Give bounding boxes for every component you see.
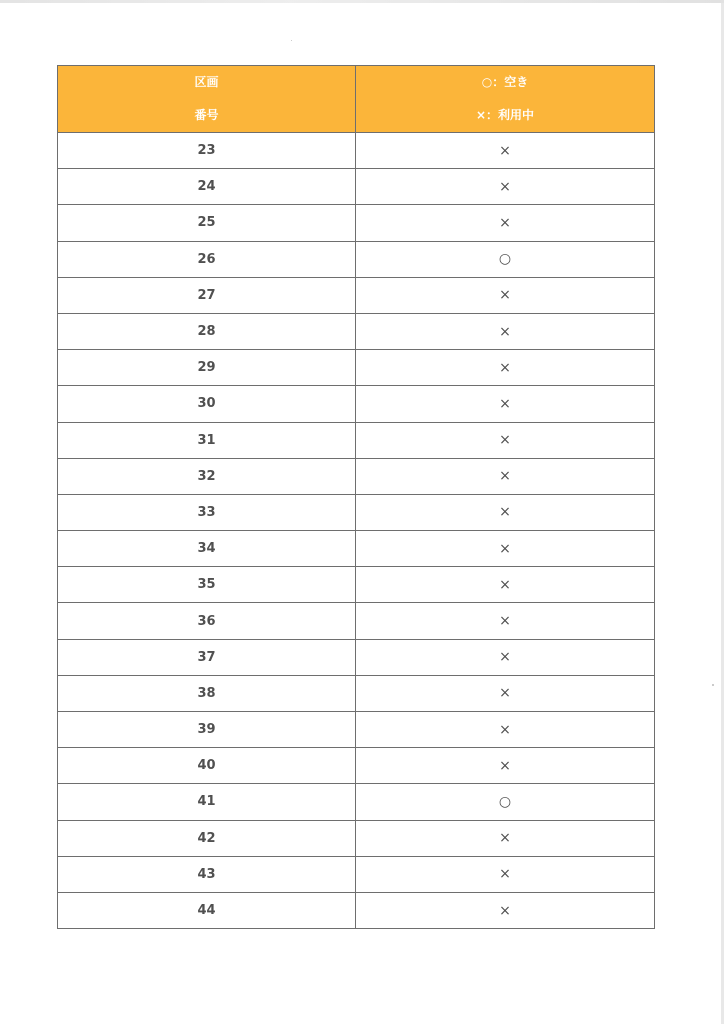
lot-number-cell: 36 [58,603,356,639]
status-cell: × [356,567,655,603]
table-row [58,133,655,169]
lot-number-cell: 34 [58,531,356,567]
status-cell: ○ [356,784,655,820]
lot-number-cell: 30 [58,386,356,422]
table-row [58,531,655,567]
header-status-legend [356,66,655,133]
status-cell: × [356,277,655,313]
lot-number-cell: 29 [58,350,356,386]
lot-number-cell: 42 [58,820,356,856]
header-lot-number-line1: 区画 [194,75,219,89]
status-cell: × [356,386,655,422]
scan-top-edge [0,0,724,3]
table-row [58,603,655,639]
status-cell: × [356,350,655,386]
table-row [58,784,655,820]
status-cell: × [356,313,655,349]
table-row [58,892,655,928]
table-row [58,386,655,422]
table-row [58,639,655,675]
legend-in-use: ×：利用中 [475,108,535,122]
lot-number-cell: 32 [58,458,356,494]
status-cell: × [356,748,655,784]
lot-number-cell: 26 [58,241,356,277]
status-cell: × [356,603,655,639]
scan-speck [291,40,292,41]
lot-number-cell: 43 [58,856,356,892]
status-cell: × [356,531,655,567]
status-cell: × [356,820,655,856]
lot-number-cell: 28 [58,313,356,349]
status-cell: × [356,494,655,530]
lot-number-cell: 25 [58,205,356,241]
status-cell: × [356,675,655,711]
table-row [58,675,655,711]
table-row [58,712,655,748]
lot-number-cell: 35 [58,567,356,603]
table-row [58,350,655,386]
status-cell: × [356,639,655,675]
status-cell: × [356,422,655,458]
lot-availability-table [57,65,655,929]
table-header-row [58,66,655,133]
table-row [58,277,655,313]
table-row [58,205,655,241]
lot-number-cell: 40 [58,748,356,784]
lot-number-cell: 24 [58,169,356,205]
legend-available: ○：空き [481,75,529,89]
status-cell: ○ [356,241,655,277]
table-row [58,856,655,892]
status-cell: × [356,712,655,748]
lot-number-cell: 31 [58,422,356,458]
status-cell: × [356,458,655,494]
table-row [58,241,655,277]
table-row [58,494,655,530]
table-row [58,458,655,494]
table-row [58,748,655,784]
status-cell: × [356,205,655,241]
lot-number-cell: 44 [58,892,356,928]
lot-number-cell: 41 [58,784,356,820]
table-row [58,169,655,205]
lot-number-cell: 33 [58,494,356,530]
lot-number-cell: 23 [58,133,356,169]
scan-speck [712,684,714,686]
table-row [58,567,655,603]
status-cell: × [356,892,655,928]
lot-number-cell: 38 [58,675,356,711]
header-lot-number [58,66,356,133]
table-row [58,820,655,856]
table-row [58,313,655,349]
table-body [58,133,655,929]
header-lot-number-line2: 番号 [194,108,219,122]
status-cell: × [356,856,655,892]
lot-number-cell: 37 [58,639,356,675]
lot-number-cell: 27 [58,277,356,313]
status-cell: × [356,133,655,169]
table-row [58,422,655,458]
status-cell: × [356,169,655,205]
lot-number-cell: 39 [58,712,356,748]
